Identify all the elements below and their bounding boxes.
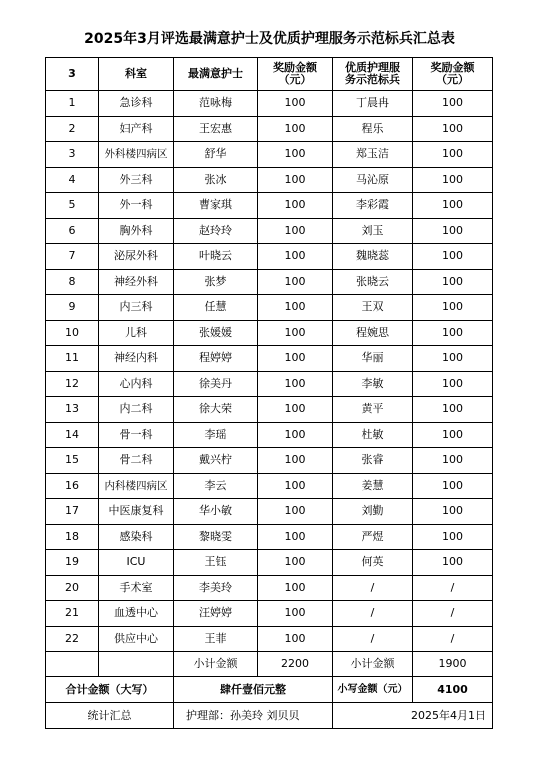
row-nurse: 戴兴柠 — [174, 448, 258, 474]
table-row — [46, 448, 493, 474]
footer-label: 统计汇总 — [46, 703, 174, 729]
row-model-nurse: 何英 — [333, 550, 413, 576]
row-department: 骨二科 — [99, 448, 174, 474]
table-row — [46, 473, 493, 499]
row-number: 12 — [46, 371, 99, 397]
row-nurse: 张媛媛 — [174, 320, 258, 346]
row-number: 9 — [46, 295, 99, 321]
row-number: 20 — [46, 575, 99, 601]
row-department: 供应中心 — [99, 626, 174, 652]
row-number: 15 — [46, 448, 99, 474]
row-nurse: 范咏梅 — [174, 91, 258, 117]
row-reward-2: 100 — [413, 244, 493, 270]
total-upper-value: 肆仟壹佰元整 — [174, 677, 333, 703]
total-upper-label: 合计金额（大写） — [46, 677, 174, 703]
total-lower-label: 小写金额（元） — [333, 677, 413, 703]
row-nurse: 王菲 — [174, 626, 258, 652]
row-reward-2: / — [413, 601, 493, 627]
row-department: 心内科 — [99, 371, 174, 397]
row-reward-2: 100 — [413, 295, 493, 321]
header-reward1-line1: 奖励金额 — [273, 61, 317, 74]
row-model-nurse: 姜慧 — [333, 473, 413, 499]
row-model-nurse: / — [333, 575, 413, 601]
row-model-nurse: 李彩霞 — [333, 193, 413, 219]
row-reward-1: 100 — [258, 575, 333, 601]
row-number: 19 — [46, 550, 99, 576]
row-number: 16 — [46, 473, 99, 499]
row-number: 6 — [46, 218, 99, 244]
row-reward-2: 100 — [413, 116, 493, 142]
header-model-line1: 优质护理服 — [345, 61, 400, 74]
table-row — [46, 550, 493, 576]
subtotal-label-1: 小计金额 — [174, 652, 258, 677]
row-reward-1: 100 — [258, 116, 333, 142]
row-model-nurse: 杜敏 — [333, 422, 413, 448]
header-model-line2: 务示范标兵 — [345, 73, 400, 86]
row-reward-1: 100 — [258, 295, 333, 321]
row-department: 中医康复科 — [99, 499, 174, 525]
footer-row — [46, 703, 493, 729]
row-reward-1: 100 — [258, 346, 333, 372]
row-number: 8 — [46, 269, 99, 295]
subtotal-amount-2: 1900 — [413, 652, 493, 677]
row-model-nurse: 李敏 — [333, 371, 413, 397]
row-reward-1: 100 — [258, 448, 333, 474]
row-nurse: 黎晓雯 — [174, 524, 258, 550]
header-model — [333, 58, 413, 91]
row-reward-1: 100 — [258, 499, 333, 525]
row-department: 感染科 — [99, 524, 174, 550]
row-model-nurse: 丁晨冉 — [333, 91, 413, 117]
row-nurse: 李云 — [174, 473, 258, 499]
row-number: 13 — [46, 397, 99, 423]
table-row — [46, 193, 493, 219]
row-nurse: 徐美丹 — [174, 371, 258, 397]
row-model-nurse: 程乐 — [333, 116, 413, 142]
header-no: 3 — [46, 58, 99, 91]
row-reward-1: 100 — [258, 601, 333, 627]
row-reward-1: 100 — [258, 91, 333, 117]
row-model-nurse: 郑玉洁 — [333, 142, 413, 168]
header-reward1-line2: （元） — [278, 73, 312, 86]
header-reward2-line1: 奖励金额 — [430, 61, 475, 74]
row-number: 18 — [46, 524, 99, 550]
row-number: 21 — [46, 601, 99, 627]
row-department: 外科楼四病区 — [99, 142, 174, 168]
summary-table — [45, 57, 493, 729]
row-department: 手术室 — [99, 575, 174, 601]
subtotal-label-2: 小计金额 — [333, 652, 413, 677]
row-model-nurse: 王双 — [333, 295, 413, 321]
row-reward-2: 100 — [413, 269, 493, 295]
row-number: 17 — [46, 499, 99, 525]
row-reward-2: / — [413, 626, 493, 652]
row-number: 2 — [46, 116, 99, 142]
row-department: 急诊科 — [99, 91, 174, 117]
table-row — [46, 116, 493, 142]
row-nurse: 徐大荣 — [174, 397, 258, 423]
row-reward-2: 100 — [413, 91, 493, 117]
table-row — [46, 575, 493, 601]
total-row — [46, 677, 493, 703]
row-department: 内二科 — [99, 397, 174, 423]
subtotal-amount-1: 2200 — [258, 652, 333, 677]
row-reward-2: 100 — [413, 473, 493, 499]
row-reward-1: 100 — [258, 218, 333, 244]
row-reward-1: 100 — [258, 193, 333, 219]
header-reward1 — [258, 58, 333, 91]
row-model-nurse: 黄平 — [333, 397, 413, 423]
row-reward-1: 100 — [258, 626, 333, 652]
row-reward-2: 100 — [413, 193, 493, 219]
row-department: 内科楼四病区 — [99, 473, 174, 499]
total-lower-value: 4100 — [413, 677, 493, 703]
row-reward-2: 100 — [413, 142, 493, 168]
header-row — [46, 58, 493, 91]
row-nurse: 张梦 — [174, 269, 258, 295]
row-model-nurse: 张晓云 — [333, 269, 413, 295]
row-department: 神经外科 — [99, 269, 174, 295]
row-number: 22 — [46, 626, 99, 652]
header-reward2-line2: （元） — [436, 73, 469, 86]
header-dept: 科室 — [99, 58, 174, 91]
row-department: 儿科 — [99, 320, 174, 346]
row-reward-2: / — [413, 575, 493, 601]
row-reward-2: 100 — [413, 218, 493, 244]
row-nurse: 汪婷婷 — [174, 601, 258, 627]
row-nurse: 王钰 — [174, 550, 258, 576]
table-row — [46, 167, 493, 193]
row-reward-1: 100 — [258, 167, 333, 193]
row-model-nurse: / — [333, 601, 413, 627]
row-nurse: 舒华 — [174, 142, 258, 168]
row-number: 5 — [46, 193, 99, 219]
row-reward-2: 100 — [413, 371, 493, 397]
table-row — [46, 142, 493, 168]
row-department: 胸外科 — [99, 218, 174, 244]
footer-dept: 护理部：孙美玲 刘贝贝 — [174, 703, 333, 729]
row-model-nurse: 刘玉 — [333, 218, 413, 244]
row-nurse: 华小敏 — [174, 499, 258, 525]
row-department: 外一科 — [99, 193, 174, 219]
row-number: 11 — [46, 346, 99, 372]
row-reward-1: 100 — [258, 422, 333, 448]
row-number: 7 — [46, 244, 99, 270]
row-reward-2: 100 — [413, 320, 493, 346]
row-nurse: 王宏惠 — [174, 116, 258, 142]
row-number: 10 — [46, 320, 99, 346]
table-row — [46, 269, 493, 295]
row-department: 泌尿外科 — [99, 244, 174, 270]
row-department: 骨一科 — [99, 422, 174, 448]
row-department: 妇产科 — [99, 116, 174, 142]
subtotal-empty — [46, 652, 99, 677]
row-department: 神经内科 — [99, 346, 174, 372]
row-department: 血透中心 — [99, 601, 174, 627]
table-row — [46, 397, 493, 423]
row-model-nurse: 魏晓蕊 — [333, 244, 413, 270]
table-row — [46, 346, 493, 372]
row-reward-2: 100 — [413, 550, 493, 576]
row-reward-1: 100 — [258, 524, 333, 550]
subtotal-row — [46, 652, 493, 677]
table-row — [46, 320, 493, 346]
row-model-nurse: 马沁原 — [333, 167, 413, 193]
row-reward-1: 100 — [258, 473, 333, 499]
row-reward-2: 100 — [413, 448, 493, 474]
row-department: 外三科 — [99, 167, 174, 193]
table-row — [46, 371, 493, 397]
table-row — [46, 422, 493, 448]
table-row — [46, 524, 493, 550]
table-row — [46, 601, 493, 627]
table-row — [46, 244, 493, 270]
row-reward-2: 100 — [413, 397, 493, 423]
row-model-nurse: / — [333, 626, 413, 652]
row-nurse: 李瑶 — [174, 422, 258, 448]
row-reward-1: 100 — [258, 397, 333, 423]
row-reward-1: 100 — [258, 244, 333, 270]
row-model-nurse: 程婉思 — [333, 320, 413, 346]
row-department: 内三科 — [99, 295, 174, 321]
header-nurse: 最满意护士 — [174, 58, 258, 91]
row-reward-1: 100 — [258, 269, 333, 295]
row-number: 1 — [46, 91, 99, 117]
row-reward-2: 100 — [413, 422, 493, 448]
header-reward2 — [413, 58, 493, 91]
row-reward-1: 100 — [258, 371, 333, 397]
row-nurse: 赵玲玲 — [174, 218, 258, 244]
row-reward-1: 100 — [258, 320, 333, 346]
table-row — [46, 91, 493, 117]
footer-date: 2025年4月1日 — [333, 703, 493, 729]
row-reward-1: 100 — [258, 142, 333, 168]
row-model-nurse: 华丽 — [333, 346, 413, 372]
table-row — [46, 295, 493, 321]
row-reward-1: 100 — [258, 550, 333, 576]
row-reward-2: 100 — [413, 499, 493, 525]
row-number: 3 — [46, 142, 99, 168]
row-nurse: 张冰 — [174, 167, 258, 193]
row-model-nurse: 刘勤 — [333, 499, 413, 525]
row-nurse: 曹家琪 — [174, 193, 258, 219]
row-reward-2: 100 — [413, 524, 493, 550]
row-number: 14 — [46, 422, 99, 448]
row-nurse: 任慧 — [174, 295, 258, 321]
subtotal-empty — [99, 652, 174, 677]
row-model-nurse: 严煜 — [333, 524, 413, 550]
row-reward-2: 100 — [413, 346, 493, 372]
row-model-nurse: 张睿 — [333, 448, 413, 474]
row-department: ICU — [99, 550, 174, 576]
row-reward-2: 100 — [413, 167, 493, 193]
row-nurse: 程婷婷 — [174, 346, 258, 372]
page-title: 2025年3月评选最满意护士及优质护理服务示范标兵汇总表 — [84, 31, 455, 47]
table-row — [46, 626, 493, 652]
row-number: 4 — [46, 167, 99, 193]
row-nurse: 叶晓云 — [174, 244, 258, 270]
table-row — [46, 218, 493, 244]
table-row — [46, 499, 493, 525]
row-nurse: 李美玲 — [174, 575, 258, 601]
